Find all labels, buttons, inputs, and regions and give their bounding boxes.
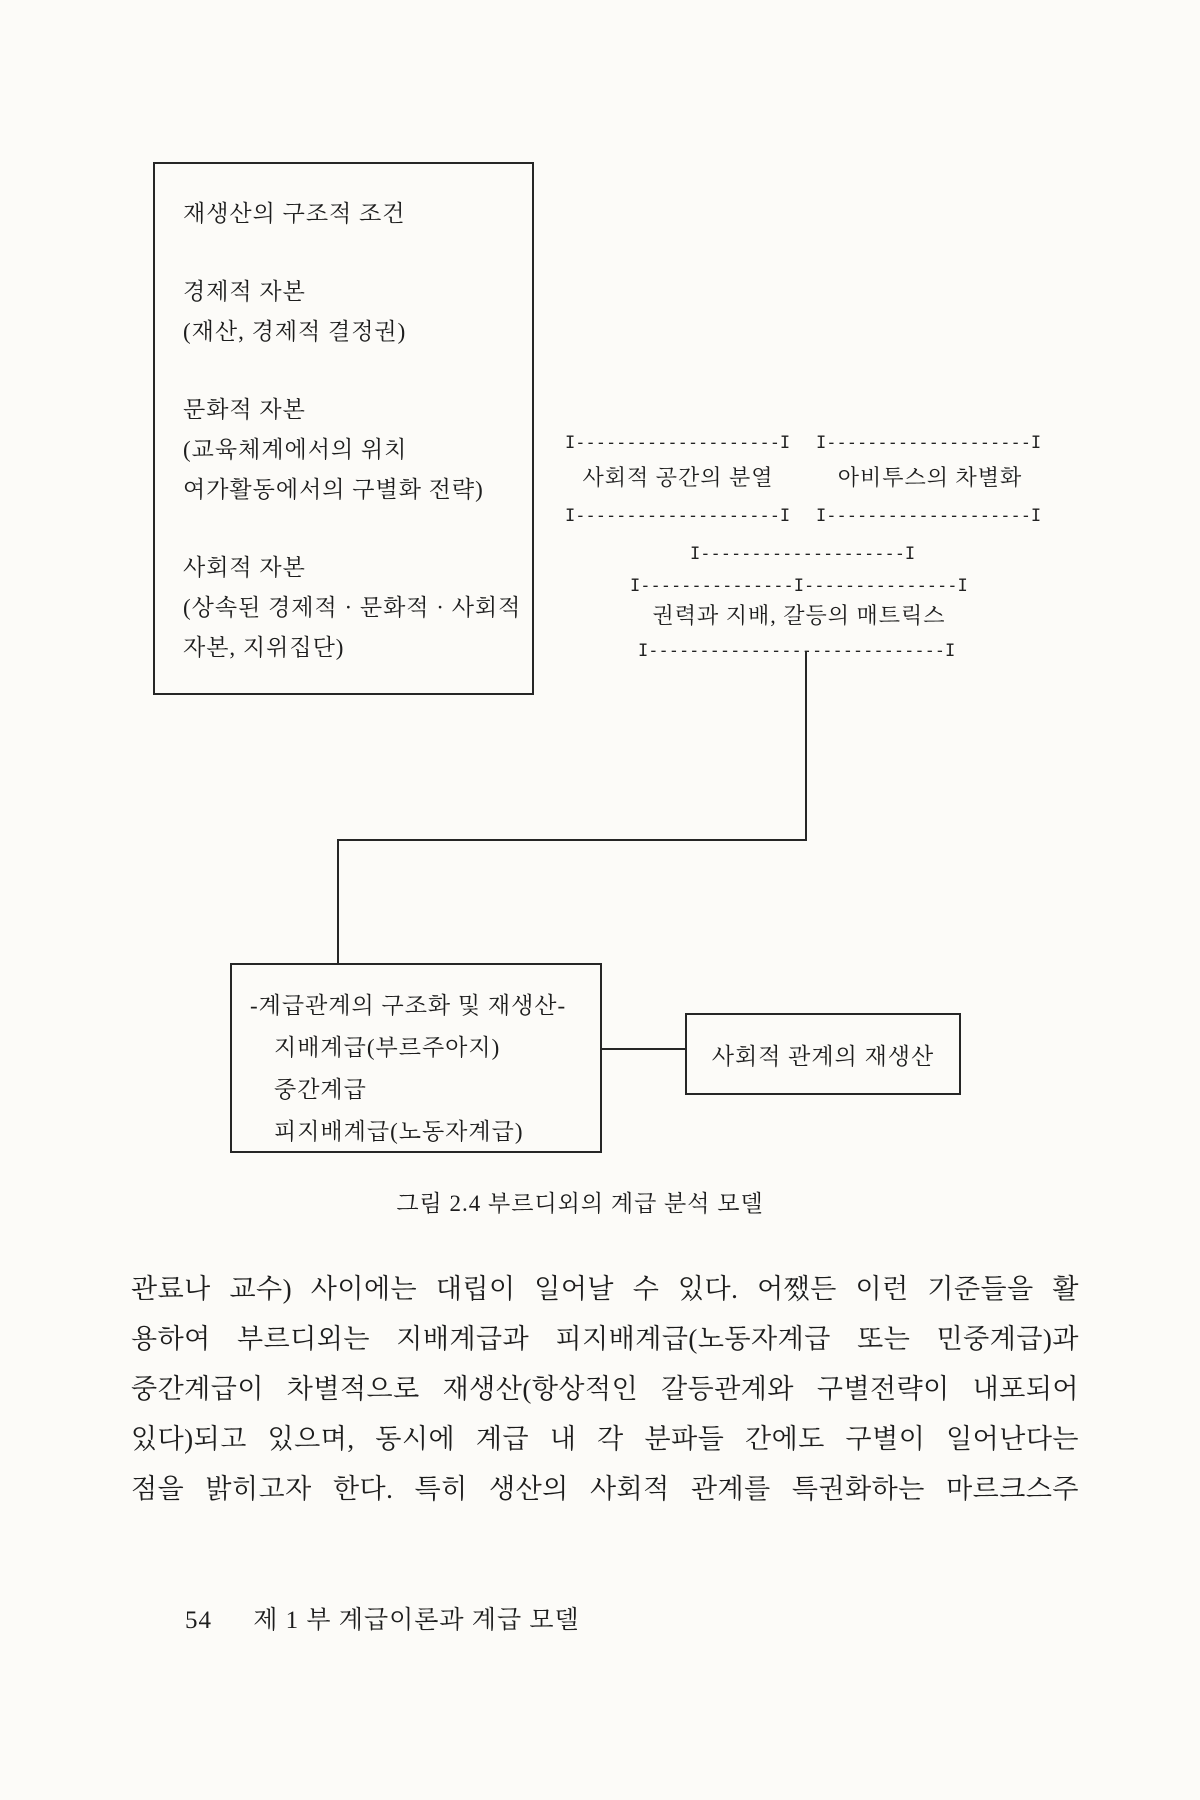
page-footer: [185, 1600, 580, 1636]
capital-group-economic: [183, 272, 522, 352]
connector-line-vertical-left: [337, 839, 339, 965]
body-line: 관료나 교수) 사이에는 대립이 일어날 수 있다. 어쨌든 이런 기준들을 활: [131, 1274, 1079, 1304]
body-line: 있다)되고 있으며, 동시에 계급 내 각 분파들 간에도 구별이 일어난다는: [131, 1424, 1079, 1454]
body-paragraph: [131, 1264, 1079, 1514]
body-line: 점을 밝히고자 한다. 특히 생산의 사회적 관계를 특권화하는 마르크스주: [131, 1474, 1079, 1504]
capital-group-social: [183, 548, 522, 668]
dash-row-2-left: I--------------------I: [565, 506, 791, 526]
class-item-dominant: 지배계급(부르주아지): [274, 1035, 501, 1060]
dash-row-2-right: I--------------------I: [816, 506, 1042, 526]
capital-line: 여가활동에서의 구별화 전략): [183, 477, 484, 502]
capital-group-cultural: [183, 390, 522, 510]
conditions-box-title: 재생산의 구조적 조건: [183, 201, 406, 226]
figure-caption: 그림 2.4 부르디외의 계급 분석 모델: [396, 1191, 764, 1216]
connector-line-boxes: [602, 1048, 685, 1050]
matrix-label-power: 권력과 지배, 갈등의 매트릭스: [652, 603, 946, 628]
connector-line-vertical-right: [805, 651, 807, 841]
matrix-label-habitus: 아비투스의 차별화: [837, 465, 1023, 490]
page-number: 54: [185, 1607, 212, 1634]
dash-row-1-left: I--------------------I: [565, 433, 791, 453]
matrix-label-social-space: 사회적 공간의 분열: [582, 465, 774, 490]
body-line: 용하여 부르디외는 지배계급과 피지배계급(노동자계급 또는 민중계급)과: [131, 1324, 1079, 1354]
connector-line-horizontal: [337, 839, 807, 841]
dash-row-1-right: I--------------------I: [816, 433, 1042, 453]
dash-row-4-double: I---------------I---------------I: [630, 576, 968, 596]
conditions-box: [153, 162, 534, 695]
class-item-dominated: 피지배계급(노동자계급): [274, 1119, 524, 1144]
class-item-middle: 중간계급: [274, 1077, 367, 1102]
capital-line: (상속된 경제적 · 문화적 · 사회적: [183, 595, 522, 620]
running-title: 제 1 부 계급이론과 계급 모델: [253, 1607, 580, 1634]
capital-line: (재산, 경제적 결정권): [183, 319, 407, 344]
social-relations-box: [685, 1013, 961, 1095]
capital-line: (교육체계에서의 위치: [183, 437, 408, 462]
dash-row-5-bottom: I-----------------------------I: [638, 641, 956, 661]
capital-line: 사회적 자본: [183, 555, 306, 580]
classes-box-title: -계급관계의 구조화 및 재생산-: [250, 993, 567, 1018]
capital-line: 문화적 자본: [183, 397, 306, 422]
body-line: 중간계급이 차별적으로 재생산(항상적인 갈등관계와 구별전략이 내포되어: [131, 1374, 1079, 1404]
capital-line: 자본, 지위집단): [183, 635, 345, 660]
social-relations-label: 사회적 관계의 재생산: [711, 1043, 935, 1069]
classes-box: [230, 963, 602, 1153]
capital-line: 경제적 자본: [183, 279, 306, 304]
dash-row-3-center: I--------------------I: [690, 544, 916, 564]
